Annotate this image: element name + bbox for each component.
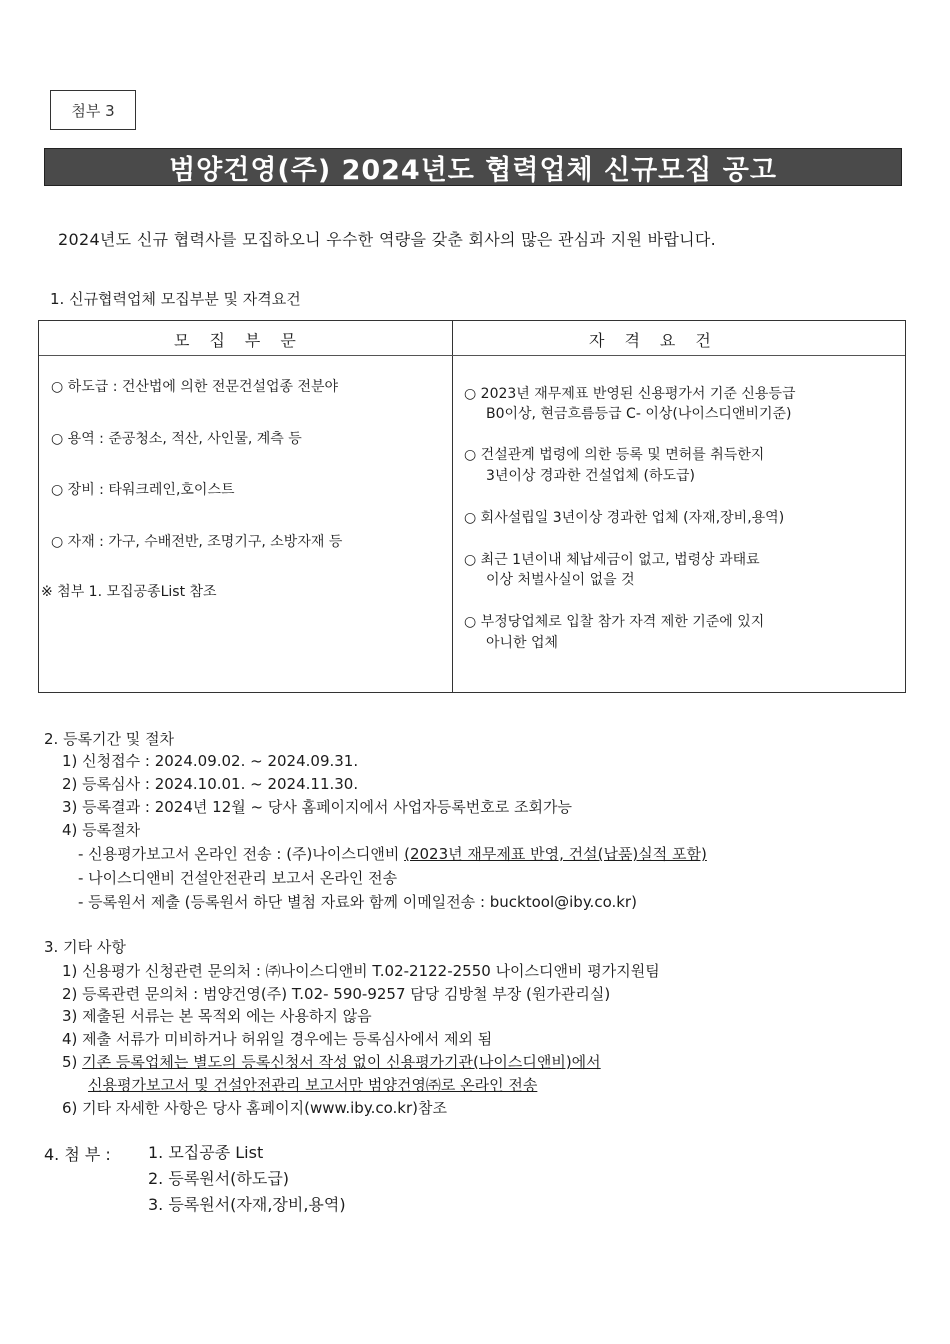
attachment-item-2: 2. 등록원서(하도급) <box>148 1169 290 1188</box>
recruit-item-service: ○ 용역 : 준공청소, 적산, 사인물, 계측 등 <box>51 431 302 447</box>
col-header-qualification: 자격요건 <box>589 331 731 350</box>
qual-item-4-line1: ○ 최근 1년이내 체납세금이 없고, 법령상 과태료 <box>464 552 760 568</box>
section2-heading: 2. 등록기간 및 절차 <box>44 730 175 748</box>
attachment-label: 첨부 3 <box>50 90 136 130</box>
s3-line-5-text: 기존 등록업체는 별도의 등록신청서 작성 없이 신용평가기관(나이스디앤비)에서 <box>82 1053 601 1071</box>
col-header-recruit: 모집부문 <box>174 331 316 350</box>
section3-heading: 3. 기타 사항 <box>44 938 126 956</box>
s2-line-review: 2) 등록심사 : 2024.10.01. ~ 2024.11.30. <box>62 775 359 793</box>
qual-item-2-line2: 3년이상 경과한 건설업체 (하도급) <box>486 468 695 484</box>
s3-line-5-continued: 신용평가보고서 및 건설안전관리 보고서만 범양건영㈜로 온라인 전송 <box>88 1076 538 1094</box>
s2-sub-credit-report <box>78 843 707 865</box>
recruit-item-subcontract: ○ 하도급 : 건산법에 의한 전문건설업종 전분야 <box>51 379 339 395</box>
qual-item-1-line1: ○ 2023년 재무제표 반영된 신용평가서 기준 신용등급 <box>464 386 796 402</box>
qual-item-2-line1: ○ 건설관계 법령에 의한 등록 및 면허를 취득한지 <box>464 447 765 463</box>
s2-line-apply: 1) 신청접수 : 2024.09.02. ~ 2024.09.31. <box>62 752 359 770</box>
s3-line-4: 4) 제출 서류가 미비하거나 허위일 경우에는 등록심사에서 제외 됨 <box>62 1030 493 1048</box>
qual-item-1-line2: B0이상, 현금흐름등급 C- 이상(나이스디앤비기준) <box>486 406 792 422</box>
qual-item-3: ○ 회사설립일 3년이상 경과한 업체 (자재,장비,용역) <box>464 510 785 526</box>
header-divider <box>39 355 905 356</box>
s3-line-6: 6) 기타 자세한 사항은 당사 홈페이지(www.iby.co.kr)참조 <box>62 1099 447 1117</box>
attachment-item-1: 1. 모집공종 List <box>148 1143 264 1162</box>
attachment-item-3: 3. 등록원서(자재,장비,용역) <box>148 1195 346 1214</box>
qual-item-5-line1: ○ 부정당업체로 입찰 참가 자격 제한 기준에 있지 <box>464 614 765 630</box>
s2-line-procedure: 4) 등록절차 <box>62 821 141 839</box>
s3-line-2: 2) 등록관련 문의처 : 범양건영(주) T.02- 590-9257 담당 김방철 부장 (원가관리실) <box>62 985 611 1003</box>
s2-line-result: 3) 등록결과 : 2024년 12월 ~ 당사 홈페이지에서 사업자등록번호로 조회가능 <box>62 798 572 816</box>
page-title: 범양건영(주) 2024년도 협력업체 신규모집 공고 <box>44 148 902 186</box>
recruit-item-material: ○ 자재 : 가구, 수배전반, 조명기구, 소방자재 등 <box>51 534 343 550</box>
intro-text: 2024년도 신규 협력사를 모집하오니 우수한 역량을 갖춘 회사의 많은 관심과 지원 바랍니다. <box>58 230 717 249</box>
requirements-table <box>38 320 906 693</box>
qual-item-4-line2: 이상 처벌사실이 없을 것 <box>486 572 635 588</box>
recruit-note: ※ 첨부 1. 모집공종List 참조 <box>41 584 217 600</box>
s3-line-5-number: 5) <box>62 1053 83 1071</box>
s2-sub-safety-report: - 나이스디앤비 건설안전관리 보고서 온라인 전송 <box>78 869 398 887</box>
s2-sub-application: - 등록원서 제출 (등록원서 하단 별첨 자료와 함께 이메일전송 : bucktool@iby.co.kr) <box>78 893 637 911</box>
recruit-item-equipment: ○ 장비 : 타워크레인,호이스트 <box>51 482 235 498</box>
qual-item-5-line2: 아니한 업체 <box>486 635 559 651</box>
section4-heading: 4. 첨 부 : <box>44 1145 111 1164</box>
s2-sub-credit-report-note: (2023년 재무제표 반영, 건설(납품)실적 포함) <box>404 845 707 863</box>
s2-sub-credit-report-text: - 신용평가보고서 온라인 전송 : (주)나이스디앤비 <box>78 845 405 863</box>
column-divider <box>452 321 453 692</box>
section1-heading: 1. 신규협력업체 모집부분 및 자격요건 <box>50 290 301 308</box>
s3-line-3: 3) 제출된 서류는 본 목적외 에는 사용하지 않음 <box>62 1007 372 1025</box>
s3-line-5 <box>62 1051 601 1073</box>
s3-line-1: 1) 신용평가 신청관련 문의처 : ㈜나이스디앤비 T.02-2122-2550 나이스디앤비 평가지원팀 <box>62 962 660 980</box>
